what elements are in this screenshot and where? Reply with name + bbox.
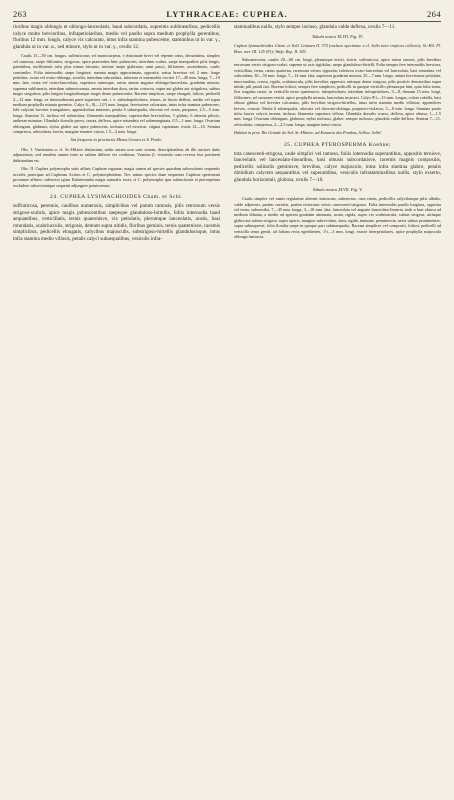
species-description: Caulis 15—50 cm. longus, suffruticosus vel monocarpeus, e rhizomate brevi vel repente ortus, decumbens, simplex vel ramosus, saepe filiformis, strigosus, apice praesertim hinc pubescens, interdum scaber, saepe inaequaliter pilis longis, patentibus, mollissimis rufis plus minus hirsutus, inferne saepe glabratus; rami pauci, filiformes, ascendentes, caulis consimiles. Folia internodiis saepe longiora; summa magis approximata, opposita, rarius breviora vel 2 mm. longe petiolata, ovata vel ovato-oblonga, sessilia, interdum subcordata, inferiora et internodiis circiter 17—40 mm. longa, 7—10 mm. lata, ovata vel ovato-lanceolata, superiora ramosque, rarius omnia angusta oblongo-lanceolata, gradatim minora, suprema sublinearia, interdum submucronata, omnia interdum dura, rarius coriacea, supra aut glabra aut strigulosa, subtus magis strigulosa, pilis longior longioribusque magis dense pubescentia. Racemi simplices, saepe elongati, foliosi; pedicelli 2—12 mm. longi, ex internodiorum parte superiore orti, i. e. subinfrapetiolares, tenues, in fructu deflexi, medio vel supra medium prophylla minuta gerentes. Calyx 6—9(—12?) mm. longus, brevissime calcaratus, intus infra stamina pubescens; lobi calycini breviter triangulares, appendicibus minimis; petala 6 subaequalia, obovata vel ovata, purpurea, 2.5—5 mm. longa. Stamina 11, inclusa vel subinclusa, filamentis inaequalibus, superioribus brevioribus, 5 glabris, 6 alternis pilosis; antherae minutae. Glandula dorsalis parva, crassa, deflexa, apice rotundata vel subemarginata, 0.5—1 mm. longa. Ovarium oblongum, glabrum; stylus glaber aut apice pubescens, inclusus vel exsertus; stigma capitatum; ovula 12—16. Semina compressa, orbicularia, laevia, margine tenuiter cincta, 1.5—2 mm. longa.: [13, 53, 220, 135]
species-heading-24: 24. CUPHEA LYSIMACHIOIDES Cham. et Schl.: [49, 193, 184, 200]
species-25-diagnosis: tota canescenti-strigosa, caule simplici vel ramoso, foliis internodia superantibus, oppositis ternisve, lanceolatis vel lanceolato-linearibus, basi obtusis subcordatisve, racemis magnis compositis, pedicellis solitariis geminisve, brevibus, calyce majusculo, intus infra stamina glabro, petalis dimidium calycem aequantibus vel superantibus, vesiculis infrastaminalibus nullis, stylo exserto, glandula horizontali, globosa, ovulis 7—10.: [234, 150, 441, 184]
species-24-description: Subcanescens; caules 20—60 cm. longi, plerumque erecti, stricti, suffruticosi, apice rarius ramosi, pilis brevibus retrorsum versis strigoso-scabri, superne ut axis rigidulus, saepe glanduloso-hirtelli. Folia semper fere internodiis breviora, verticillata, terna, rarius quaterna, racemum versus opposita; inferiora ovato-lanceolata vel lanceolata, basi rotundata vel subcordata, 30—50 mm. longa, 7—14 mm. lata, superiora gradatim minora, 25—7 mm. longa, omnia brevissime petiolata, mucronulata, crassa, rigida, scabriuscula, pilis brevibus appressis utrinque dense strigosa, pilis posticis densioribus supra nitida; pili patuli rari. Racemi foliosi, semper fere simplices; pedicelli in quoque verticillo plerumque bini, quia folia terna, flos singulus rarior, in verticillo terno quaternove, interpetiolares, interdum infrapetiolares, 3—8, demum 15 mm. longi, filiformes, ad cacumen vestiti, apice prophylla minuta, lanceolata instructi. Calyx 8½—13 mm. longus, colore rubello, basi obtuse gibbus vel breviter calcaratus, pilis brevibus strigoso-hirtellus, intus infra stamina medio villosus; appendices breves, crassae. Petala 6 subaequalia, obovata vel obovato-oblonga, purpureo-violacea, 5—8 mm. longa. Stamina paulo infra fauces calycis inserta, inclusa; filamenta superiora villosa. Glandula dorsalis crassa, deflexa, apice obtusa, 1—1.5 mm. longa. Ovarium oblongum, glabrum; stylus inclusus, glaber, semper inclusus; glandula valde deflexa. Semina 7—11, orbicularia, compressa, 2—2.5 mm. longa, margine tenui cincta.: [234, 57, 441, 127]
species-24-diagnosis: suffruticosa, perennis, caulibus numerosis, simplicibus vel parum ramosis, pilis retrorsum versis strigoso-scabris, apice magis pubescentibus saepeque glanduloso-hirtellis, foliis internodia haud aequantibus, verticillatis, ternis quaternisve, vix petiolatis, plerumque lanceolatis, acutis, basi rotundatis, scabriusculis, strigosis, demum supra nitidis, floribus geminis, ternis quaternisve, racemis simplicibus, pedicellis elongatis, calycibus majusculis, substrigoso-hirtellis glandulosisque, intus infra stamina medio villosis, petalis calyci subaequalibus, vesiculis infra-: [13, 202, 220, 242]
running-title: LYTHRACEAE: CUPHEA.: [166, 9, 288, 19]
plate-reference-24: Tabula nostra XLVII. Fig. IV.: [311, 33, 364, 39]
header-rule: [13, 21, 441, 22]
diagnosis-continued: rioribus magis oblongis et oblongo-lanceolatis, haud subcordatis, supremis sublinearibus, pedicellis calyce multo brevioribus, infrapetiolaribus, medio vel paullo supra medium prophylla gerentibus, floribus 12 mm. longis, calyce vix calcarato, intus infra stamina pubescente, staminibus ut in var. γ., glandula ut in var. α., sed minore, stylo ut in var. γ., ovulis 12.: [13, 24, 220, 50]
distribution-note: Sat frequens in provinciis Minas Geraes et S. Paulo.: [70, 137, 163, 143]
plate-reference-25: Tabula nostra XLVII. Fig. V.: [312, 186, 363, 192]
running-header: [13, 9, 441, 19]
page-number-right: 264: [427, 9, 441, 19]
right-column: [234, 24, 441, 792]
observation-one: Obs. I. Varietatem α. cl. St.-Hilaire distinctam, nobis autem non satis notam, descriptionibus ab illo auctore datis adjunximus; sed eandem omnes inter se saltem differre vix credimus. Varietas β. vincendo cum reversa hue pertinent dubitandum est.: [13, 147, 220, 163]
two-column-body: [13, 24, 441, 792]
synonymy-24: Cuphea lysimachioides Cham. et Schl. Linnaea II. 374 (excluso specimine a cl. Sello inter tropicos collecto); St.-Hil. Fl. Bras. mer. III. 125 (93); Walp. Rep. II. 109.: [234, 43, 441, 54]
page-number-left: 263: [13, 9, 27, 19]
habitat-24: Habitat in prov. Rio Grande do Sul: St.-Hilaire; ad Estancia dos Pombos, Sellow. Sello!: [234, 130, 382, 136]
observation-two: Obs. II. Cuphea polymorpha satis affinis Cupheae ingratae, magis tamen ad species quasdam subsectionis sequentis accedit, praecipue ad Cupheam Acinos et C. polymorphoidem. Nec minus species duae sequentes Cupheae sperimenti proximae affines; subsectio igitur Euheterantha magis naturalis esset, si C. polymorpha ipsa subsectionis et pterosperma excludere subsectionique sequenti adjungere potuissemus.: [13, 166, 220, 188]
species-25-description: Caulis simplex vel ramis regulariter alternis instructus, suberectus, cum ramis, pedicellis calycibusque pilis albidis, valde adpressis, partim curvatis, partim retrorsum versis canescenti-strigosus. Folia internodiis paullo longiora, opposita vel terna, subsessilia, 7—45 mm. longa, 3—10 mm. lata, lanceolata vel anguste lanceolato-linearia, inde a basi obtusa ad medium dilatata, a medio ad apicem gradatim attenuata, acuta, rigida, supra vix scabriuscula, subtus strigosa, utrinque glabra aut subtus strigosa, supra opacis, margine subrevoluto, dura, rigida, immune, penninervia; nervi subtus prominentes, supra subimpressi; folia floralia saepe in quoque pari subinaequalia. Racemi simplices vel compositi, foliosi; pedicelli ad verticilla terna geniti, ad folium recta egredientes, 1½—3 mm. longi, exacte interpetiolares, apice prophylla majuscula oblonga instructa.: [234, 196, 441, 240]
species-heading-25: 25. CUPHEA PTEROSPERMA Koehne;: [284, 141, 391, 148]
species-24-diagnosis-end: staminalibus nullis, stylo semper incluso, glandula valde deflexa, ovulis 7—11.: [234, 24, 396, 30]
left-column: [13, 24, 220, 792]
